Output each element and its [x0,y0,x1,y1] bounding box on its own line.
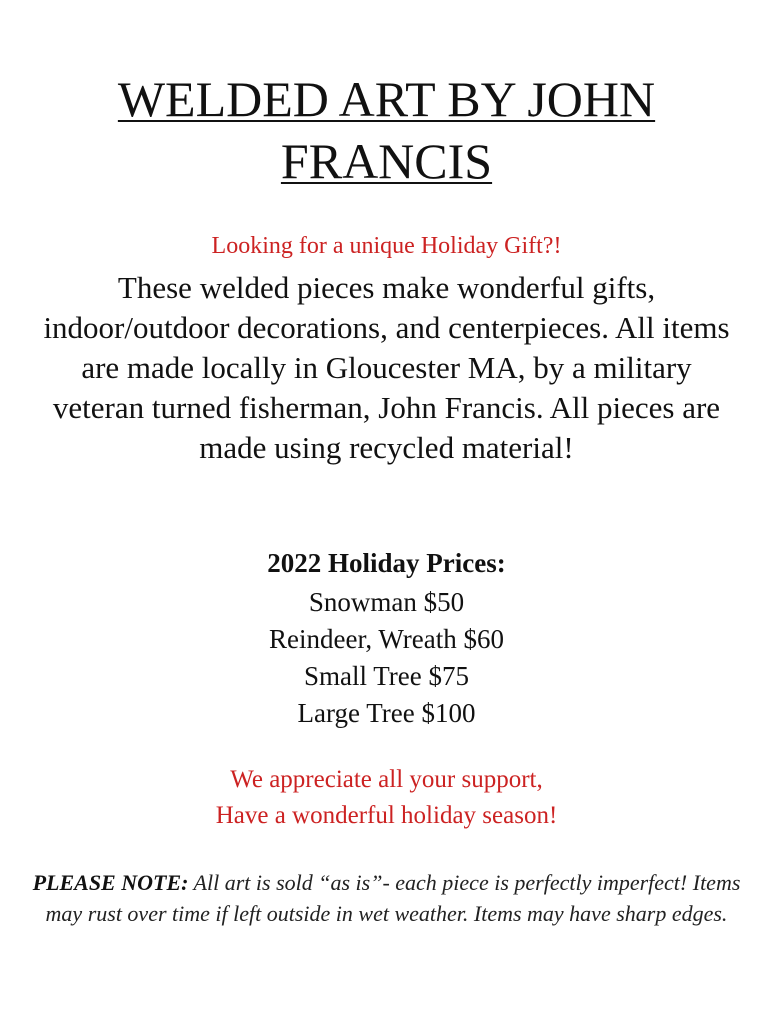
price-item-large-tree: Large Tree $100 [297,698,476,728]
please-note [28,867,745,929]
flyer-title [0,68,773,192]
holiday-gift-tagline: Looking for a unique Holiday Gift?! [211,233,562,259]
thank-you-line-1: We appreciate all your support, [230,766,543,793]
flyer-title-line-1: WELDED ART BY JOHN [117,71,656,127]
thank-you-line-2: Have a wonderful holiday season! [215,802,558,829]
please-note-text: All art is sold “as is”- each piece is perfectly imperfect! Items may rust over time if left outside in wet weather. Items may have sharp edges. [45,870,741,926]
flyer-title-line-2: FRANCIS [280,133,493,189]
thank-you-message [0,762,773,834]
intro-paragraph: These welded pieces make wonderful gifts, indoor/outdoor decorations, and centerpieces. All items are made locally in Gloucester MA, by a military veteran turned fisherman, John Francis. All pieces are made using recycled material! [43,270,730,465]
price-item-reindeer-wreath: Reindeer, Wreath $60 [269,624,504,654]
price-item-snowman: Snowman $50 [308,587,465,617]
price-item-small-tree: Small Tree $75 [303,661,470,691]
prices-heading: 2022 Holiday Prices: [267,548,506,578]
please-note-label: PLEASE NOTE: [32,870,189,895]
price-list [0,584,773,732]
